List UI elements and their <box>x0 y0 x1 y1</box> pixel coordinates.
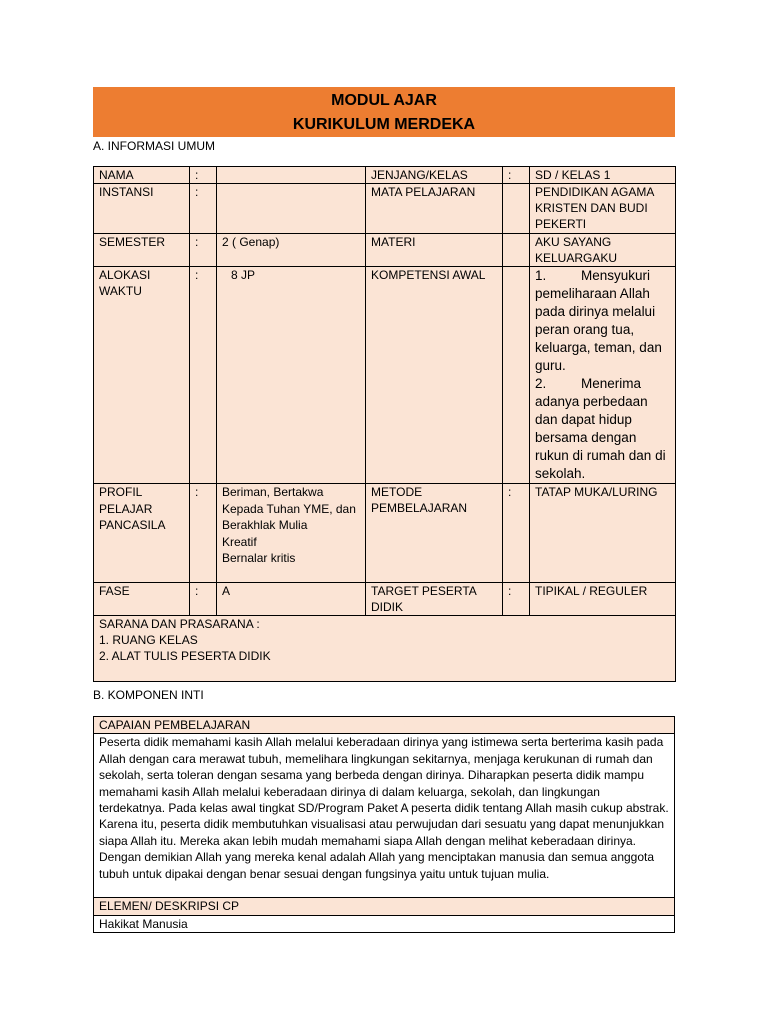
instansi-value <box>217 184 366 234</box>
colon-empty <box>503 184 530 234</box>
profil-value: Beriman, Bertakwa Kepada Tuhan YME, dan Berakhlak Mulia Kreatif Bernalar kritis <box>217 484 366 583</box>
sarana-item: 1. RUANG KELAS <box>99 633 198 647</box>
elemen-label: ELEMEN/ DESKRIPSI CP <box>94 898 675 915</box>
title-line-1: MODUL AJAR <box>331 92 437 109</box>
fase-label: FASE <box>94 583 190 616</box>
colon: : <box>190 484 217 583</box>
metode-label: METODE PEMBELAJARAN <box>366 484 503 583</box>
colon: : <box>503 583 530 616</box>
title-line-2: KURIKULUM MERDEKA <box>292 116 476 133</box>
kompetensi-item: 2. Menerima adanya perbedaan dan dapat hidup bersama dengan rukun di rumah dan di sekolah. <box>535 376 666 481</box>
materi-label: MATERI <box>366 234 503 267</box>
colon: : <box>503 167 530 184</box>
mapel-value: PENDIDIKAN AGAMA KRISTEN DAN BUDI PEKERTI <box>530 184 676 234</box>
sarana-label: SARANA DAN PRASARANA : <box>99 617 260 631</box>
kompetensi-item: 1. Mensyukuri pemeliharaan Allah pada dirinya melalui peran orang tua, keluarga, teman, dan guru. <box>535 268 662 373</box>
nama-value <box>217 167 366 184</box>
section-a-heading: A. INFORMASI UMUM <box>93 139 215 153</box>
komponen-inti-table <box>93 716 675 933</box>
semester-value: 2 ( Genap) <box>217 234 366 267</box>
semester-label: SEMESTER <box>94 234 190 267</box>
elemen-value: Hakikat Manusia <box>94 915 675 932</box>
profil-label: PROFIL PELAJAR PANCASILA <box>94 484 190 583</box>
kompetensi-label: KOMPETENSI AWAL <box>366 267 503 484</box>
mapel-label: MATA PELAJARAN <box>366 184 503 234</box>
fase-value: A <box>217 583 366 616</box>
metode-value: TATAP MUKA/LURING <box>530 484 676 583</box>
colon-empty <box>503 267 530 484</box>
table-row <box>94 583 676 616</box>
sarana-item: 2. ALAT TULIS PESERTA DIDIK <box>99 649 271 663</box>
table-row <box>94 167 676 184</box>
table-row <box>94 915 675 932</box>
colon: : <box>190 167 217 184</box>
section-b-heading: B. KOMPONEN INTI <box>93 688 204 702</box>
instansi-label: INSTANSI <box>94 184 190 234</box>
materi-value: AKU SAYANG KELUARGAKU <box>530 234 676 267</box>
colon: : <box>503 484 530 583</box>
colon: : <box>190 234 217 267</box>
colon-empty <box>503 234 530 267</box>
capaian-text: Peserta didik memahami kasih Allah melalui keberadaan dirinya yang istimewa serta berterima kasih pada Allah dengan cara merawat tubuh, memelihara lingkungan sekitarnya, menjaga kerukunan di rumah dan sekolah, serta toleran dengan sesama yang berbeda dengan dirinya. Diharapkan peserta didik mampu memahami kasih Allah melalui keberadaan dirinya di dalam keluarga, sekolah, dan lingkungan terdekatnya. Pada kelas awal tingkat SD/Program Paket A peserta didik tentang Allah masih cukup abstrak. Karena itu, peserta didik membutuhkan visualisasi atau perwujudan dari sesuatu yang dapat menunjukkan siapa Allah itu. Mereka akan lebih mudah memahami siapa Allah dengan melihat keberadaan dirinya. Dengan demikian Allah yang mereka kenal adalah Allah yang menciptakan manusia dan semua anggota tubuh untuk dipakai dengan benar sesuai dengan fungsinya yaitu untuk tujuan mulia. <box>94 734 675 898</box>
jenjang-value: SD / KELAS 1 <box>530 167 676 184</box>
table-row <box>94 616 676 682</box>
document-title-banner <box>93 87 675 137</box>
alokasi-label: ALOKASI WAKTU <box>94 267 190 484</box>
target-label: TARGET PESERTA DIDIK <box>366 583 503 616</box>
target-value: TIPIKAL / REGULER <box>530 583 676 616</box>
colon: : <box>190 583 217 616</box>
colon: : <box>190 267 217 484</box>
table-row <box>94 234 676 267</box>
table-row <box>94 267 676 484</box>
table-row <box>94 717 675 734</box>
sarana-cell <box>94 616 676 682</box>
table-row <box>94 898 675 915</box>
alokasi-value: 8 JP <box>217 267 366 484</box>
kompetensi-value <box>530 267 676 484</box>
informasi-umum-table <box>93 166 676 682</box>
jenjang-label: JENJANG/KELAS <box>366 167 503 184</box>
table-row <box>94 734 675 898</box>
colon: : <box>190 184 217 234</box>
table-row <box>94 484 676 583</box>
table-row <box>94 184 676 234</box>
nama-label: NAMA <box>94 167 190 184</box>
capaian-label: CAPAIAN PEMBELAJARAN <box>94 717 675 734</box>
